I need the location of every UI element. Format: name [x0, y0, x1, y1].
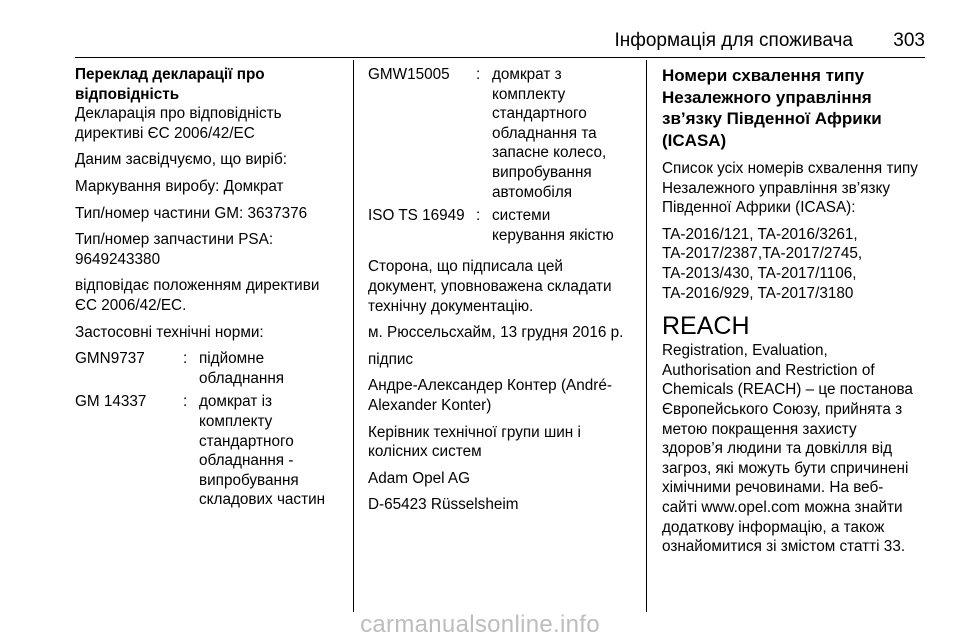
certification-text: Даним засвідчуємо, що виріб:	[75, 151, 287, 169]
page-number: 303	[893, 30, 925, 51]
signatory-position: Керівник технічної групи шин і колісних систем	[368, 423, 581, 461]
reach-heading: REACH	[662, 312, 750, 341]
psa-part-number: Тип/номер запчастини PSA: 9649243380	[75, 231, 274, 268]
norm-separator: :	[476, 66, 481, 83]
norm-code: GM 14337	[75, 393, 147, 411]
norm-separator: :	[476, 207, 481, 225]
column-left	[75, 65, 343, 522]
directive-compliance: відповідає положенням директиви ЄС 2006/42/ЕС.	[75, 277, 320, 314]
icasa-intro: Список усіх номерів схвалення типу Незалежного управління зв’язку Південної Африки (ICASA):	[662, 160, 918, 217]
page-title: Інформація для споживача	[614, 30, 853, 51]
company-address: D-65423 Rüsselsheim	[368, 496, 519, 514]
norm-code: GMW15005	[368, 66, 450, 83]
reach-text: Registration, Evaluation, Authorisation and Restriction of Chemicals (REACH) – це постанова Європейського Союзу, прийнята з метою покращення захисту здоров’я людини та довкілля від загроз, які можуть бути спричинені хімічними речовинами. На веб- сайті www.opel.com можна знайти додаткову інформацію, а також ознайомитися зі змістом статті 33.	[662, 342, 913, 556]
watermark-logo: carmanualsonline.info	[360, 611, 600, 638]
header-rule	[75, 57, 925, 58]
column-divider-1	[353, 60, 354, 612]
norm-code: ISO TS 16949	[368, 207, 465, 225]
page-header	[75, 30, 925, 52]
norm-description: підйомне обладнання	[199, 350, 285, 387]
icasa-heading: Номери схвалення типу Незалежного управління зв’язку Південної Африки (ICASA)	[662, 66, 882, 150]
signatory-authority: Сторона, що підписала цей документ, уповноважена складати технічну документацію.	[368, 258, 612, 315]
place-date: м. Рюссельсхайм, 13 грудня 2016 р.	[368, 324, 624, 342]
product-marking: Маркування виробу: Домкрат	[75, 177, 284, 195]
norm-code: GMN9737	[75, 350, 145, 368]
company-name: Adam Opel AG	[368, 469, 471, 487]
norm-separator: :	[183, 393, 188, 411]
norms-table-middle	[368, 65, 638, 249]
norms-intro: Застосовні технічні норми:	[75, 323, 264, 341]
declaration-text: Декларація про відповідність директиві ЄС 2006/42/ЕС	[75, 105, 282, 142]
column-middle	[368, 65, 638, 522]
norm-separator: :	[183, 350, 188, 368]
column-right	[662, 65, 930, 564]
norm-description: домкрат з комплекту стандартного обладнання та запасне колесо, випробування автомобіля	[492, 66, 607, 201]
signature-label: підпис	[368, 350, 414, 368]
norms-table-left	[75, 349, 343, 514]
declaration-heading: Переклад декларації про відповідність	[75, 66, 265, 103]
icasa-numbers: TA-2016/121, TA-2016/3261, TA-2017/2387,TA-2017/2745, TA-2013/430, TA-2017/1106, TA-2016/929, TA-2017/3180	[662, 225, 863, 302]
norm-description: домкрат із комплекту стандартного обладнання - випробування складових частин	[199, 393, 326, 509]
column-divider-2	[646, 60, 647, 612]
norm-description: системи керування якістю	[492, 207, 614, 244]
signatory-name: Андре-Александер Контер (André- Alexander Konter)	[368, 377, 612, 414]
gm-part-number: Тип/номер частини GM: 3637376	[75, 204, 308, 222]
